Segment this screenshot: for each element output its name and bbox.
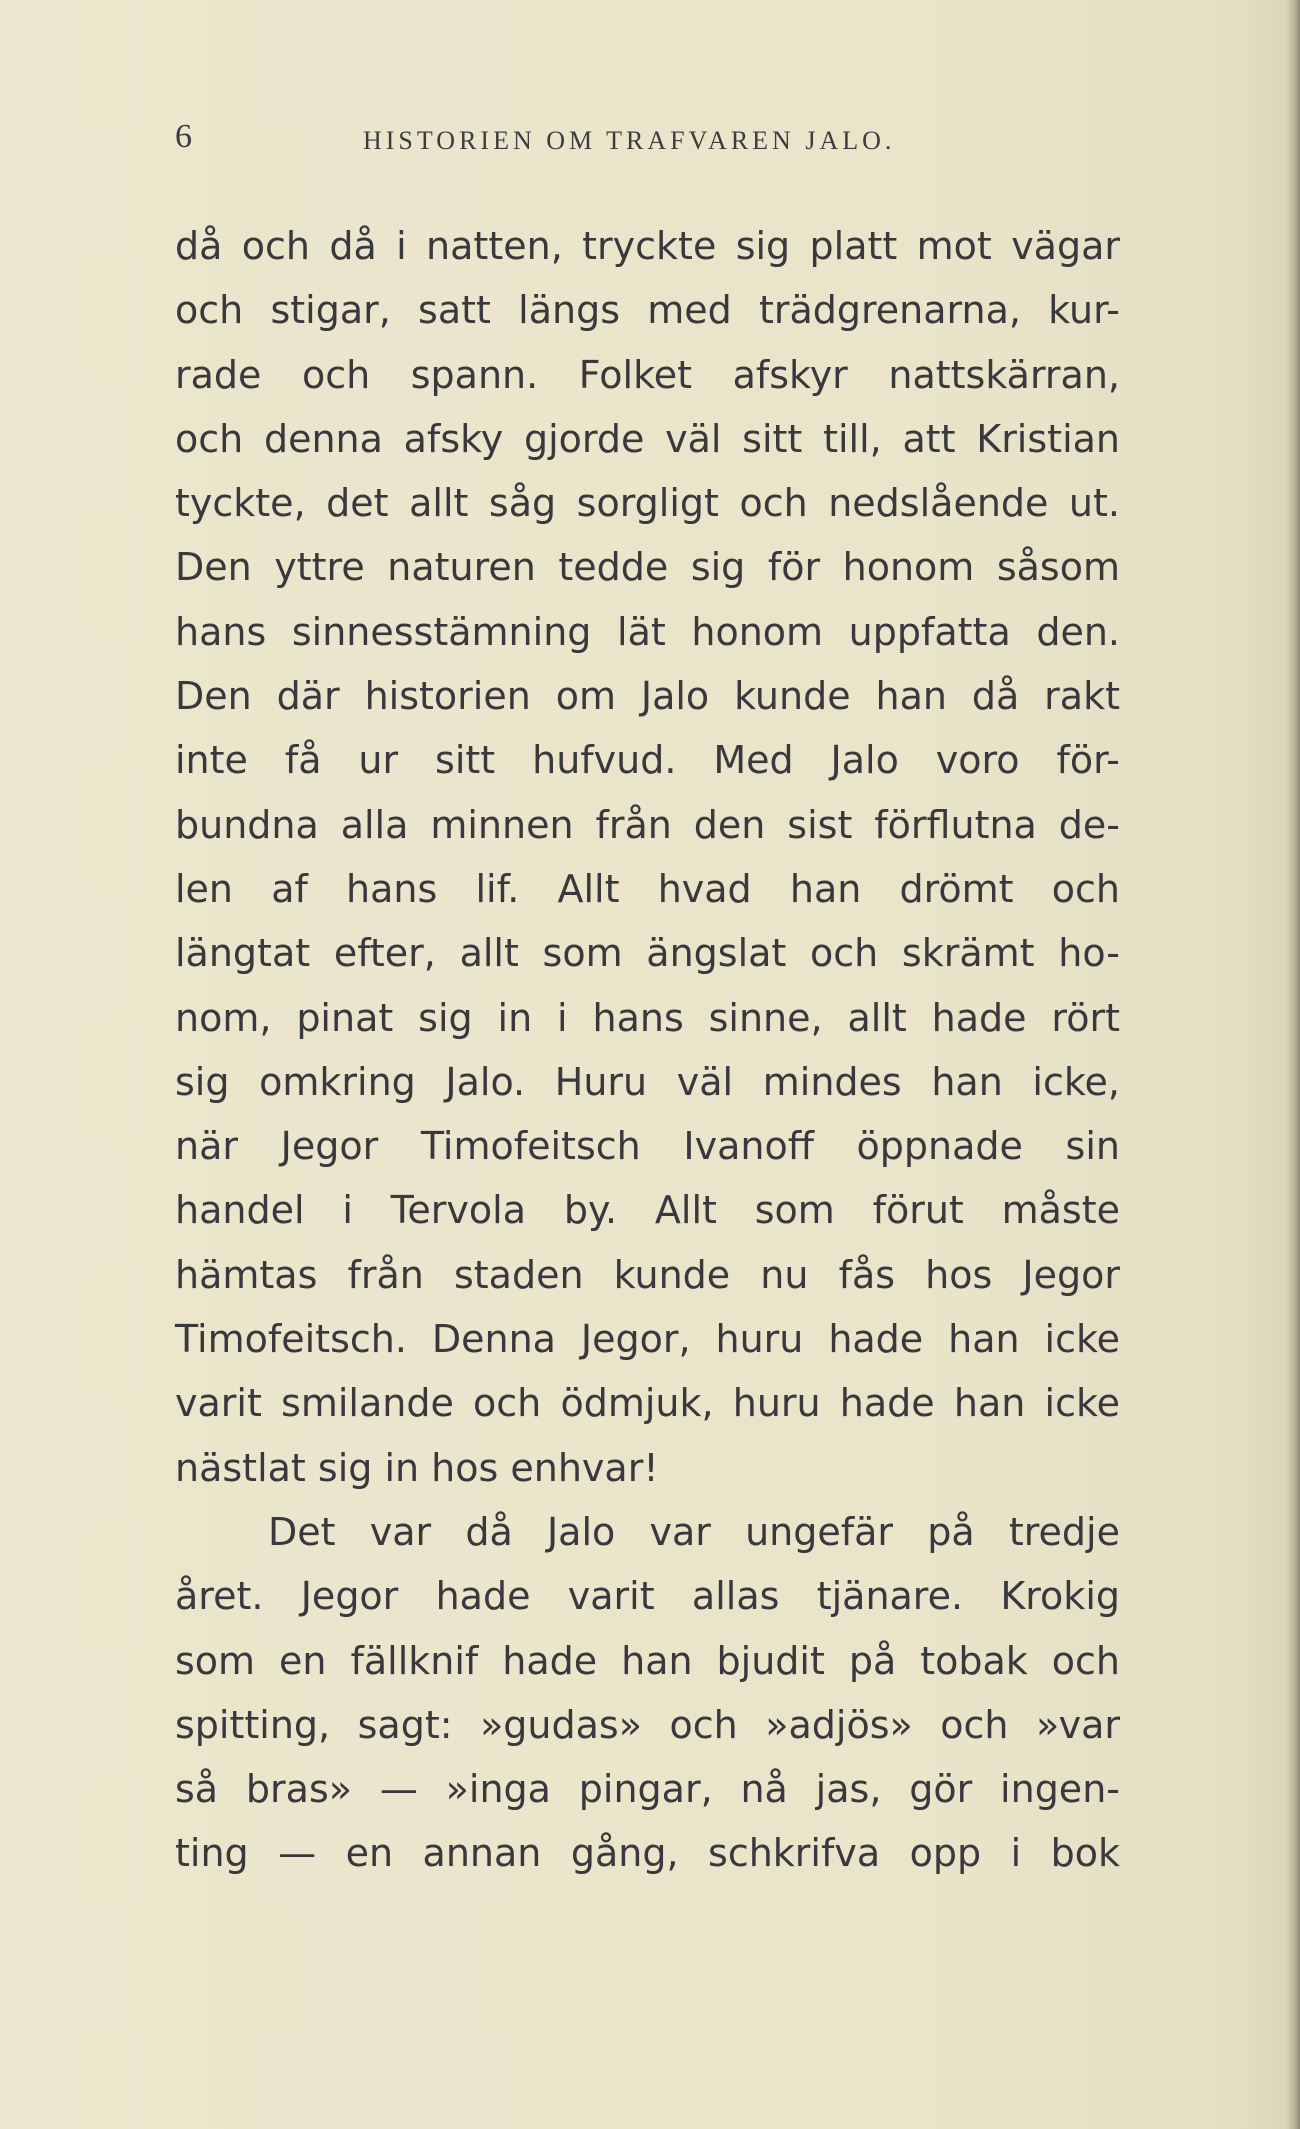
text-line: Den där historien om Jalo kunde han då rakt (175, 674, 1120, 719)
text-line: ting — en annan gång, schkrifva opp i bok (175, 1831, 1120, 1876)
text-line: inte få ur sitt hufvud. Med Jalo voro för- (175, 738, 1120, 783)
text-line: handel i Tervola by. Allt som förut måste (175, 1188, 1120, 1233)
text-line: rade och spann. Folket afskyr nattskärran, (175, 352, 1120, 397)
text-line: hämtas från staden kunde nu fås hos Jegor (175, 1252, 1120, 1297)
text-line: och stigar, satt längs med trädgrenarna, kur- (175, 288, 1120, 333)
text-line: och denna afsky gjorde väl sitt till, att Kristian (175, 416, 1120, 461)
text-line: Det var då Jalo var ungefär på tredje (268, 1509, 1120, 1554)
text-line: bundna alla minnen från den sist förflutna de- (175, 802, 1120, 847)
page-edge-shadow (1286, 0, 1300, 2129)
text-line: hans sinnesstämning lät honom uppfatta den. (175, 609, 1120, 654)
text-line: så bras» — »inga pingar, nå jas, gör ingen- (175, 1767, 1120, 1812)
paragraph-2 (175, 1500, 1120, 1886)
text-line: len af hans lif. Allt hvad han drömt och (175, 866, 1120, 911)
page-number: 6 (175, 118, 192, 155)
text-line: längtat efter, allt som ängslat och skrämt ho- (175, 931, 1120, 976)
text-line: tyckte, det allt såg sorgligt och nedslående ut. (175, 481, 1120, 526)
paragraph-1 (175, 214, 1120, 1500)
text-line: när Jegor Timofeitsch Ivanoff öppnade sin (175, 1124, 1120, 1169)
text-line: varit smilande och ödmjuk, huru hade han icke (175, 1381, 1120, 1426)
text-line: Timofeitsch. Denna Jegor, huru hade han icke (175, 1317, 1120, 1362)
text-line: Den yttre naturen tedde sig för honom såsom (175, 545, 1120, 590)
text-line: nästlat sig in hos enhvar! (175, 1445, 659, 1490)
text-line: som en fällknif hade han bjudit på tobak och (175, 1638, 1120, 1683)
running-title: HISTORIEN OM TRAFVAREN JALO. (363, 126, 896, 155)
page-header (175, 118, 1125, 168)
body-text (175, 214, 1120, 1886)
text-line: nom, pinat sig in i hans sinne, allt hade rört (175, 995, 1120, 1040)
text-line: då och då i natten, tryckte sig platt mot vägar (175, 224, 1120, 268)
text-line: sig omkring Jalo. Huru väl mindes han icke, (175, 1059, 1120, 1104)
text-line: året. Jegor hade varit allas tjänare. Krokig (175, 1574, 1120, 1619)
text-line: spitting, sagt: »gudas» och »adjös» och »var (175, 1702, 1120, 1747)
